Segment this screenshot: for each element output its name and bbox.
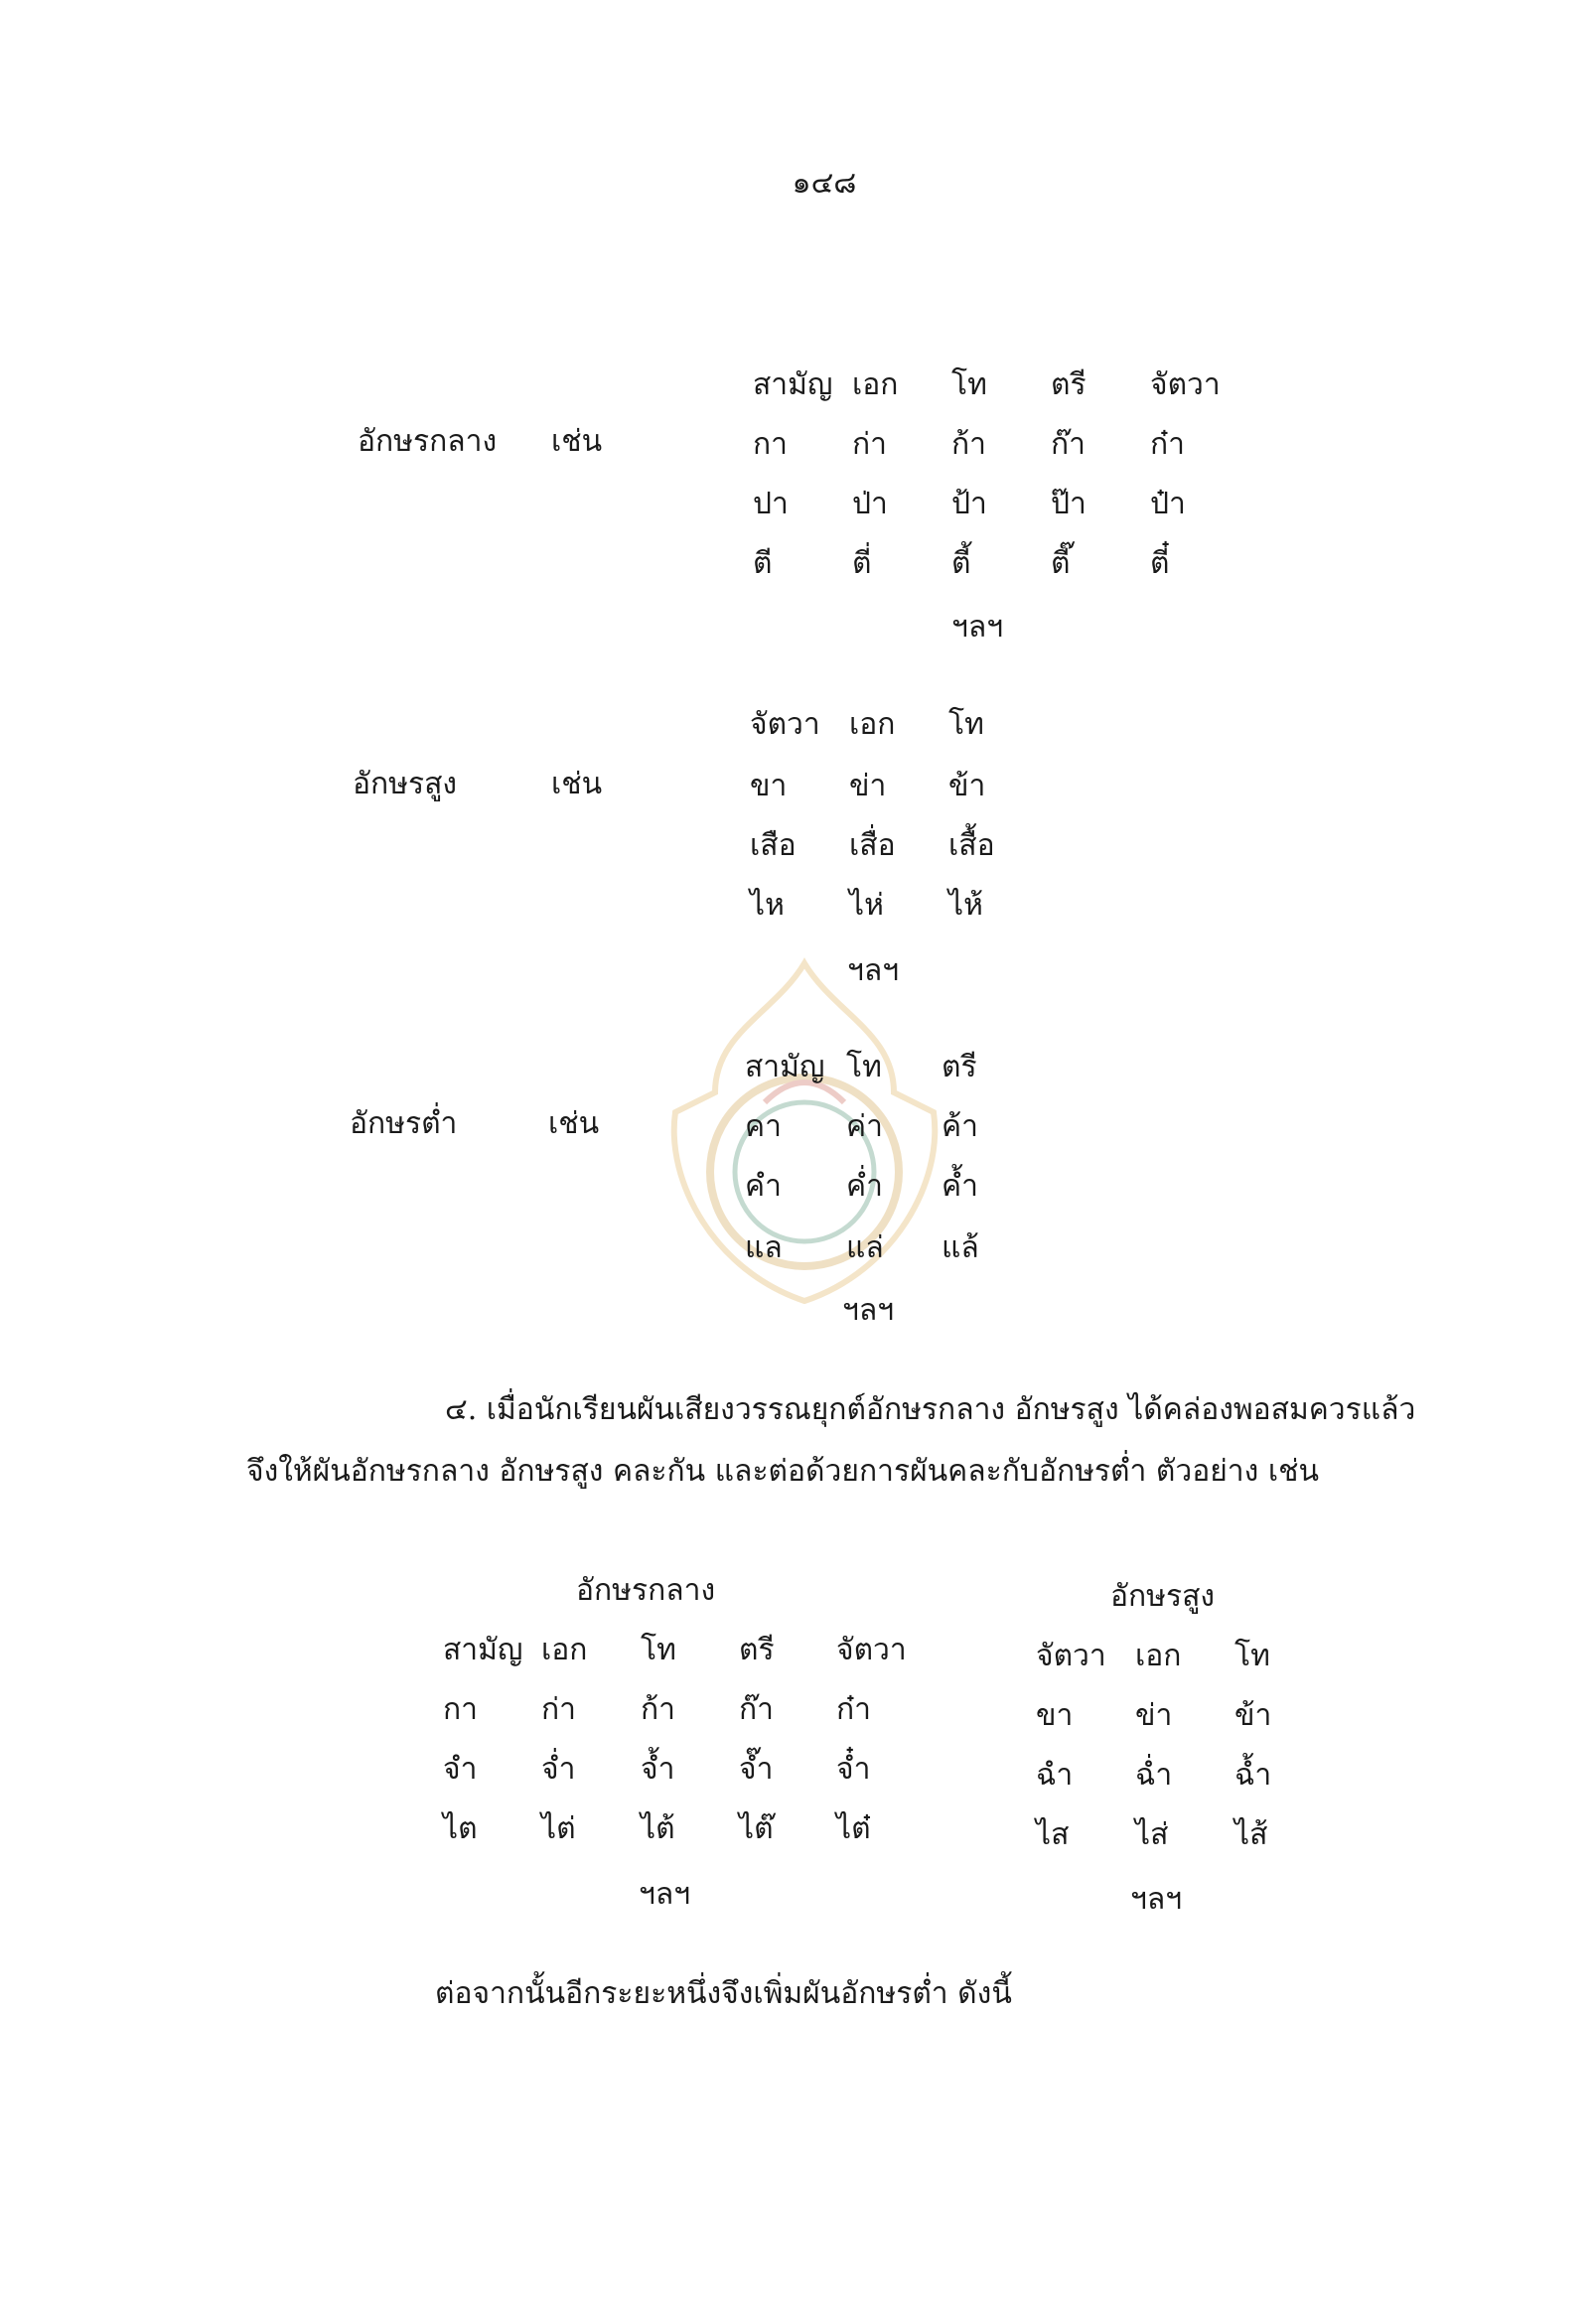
group-low-cell: คา <box>745 1109 782 1144</box>
group-mid-header: สามัญ <box>753 367 833 402</box>
group-low-cell: ค่ำ <box>846 1169 883 1204</box>
mixed-high-cell: ฉ่ำ <box>1135 1758 1173 1793</box>
mixed-high-cell: ไส <box>1036 1817 1070 1852</box>
mixed-mid-cell: ไต <box>443 1811 478 1846</box>
group-mid-cell: ตี้ <box>951 546 971 581</box>
group-mid-header: โท <box>951 367 987 402</box>
mixed-high-cell: ขา <box>1036 1698 1074 1733</box>
group-mid-example-word: เช่น <box>551 424 603 459</box>
group-low-cell: คำ <box>745 1169 782 1204</box>
group-low-header: ตรี <box>942 1050 977 1084</box>
mixed-mid-header: สามัญ <box>443 1633 523 1667</box>
group-mid-header: ตรี <box>1051 367 1087 402</box>
group-high-header: โท <box>948 707 984 742</box>
group-low-cell: ค่า <box>846 1109 883 1144</box>
group-high-cell: ข่า <box>849 769 887 803</box>
mixed-mid-label: อักษรกลาง <box>576 1573 716 1608</box>
group-low-label: อักษรต่ำ <box>350 1106 458 1141</box>
group-mid-cell: ป๊า <box>1051 487 1087 521</box>
mixed-mid-cell: ก้า <box>641 1692 676 1727</box>
group-high-header: จัตวา <box>750 707 820 742</box>
group-mid-cell: ก๊า <box>1051 427 1087 462</box>
group-mid-cell: ป๋า <box>1150 487 1186 521</box>
mixed-mid-cell: จ๋ำ <box>836 1752 871 1787</box>
mixed-high-cell: ฉำ <box>1036 1758 1074 1793</box>
page-number: ๑๔๘ <box>792 166 857 201</box>
group-low-cell: แล่ <box>846 1230 884 1265</box>
group-low-etc: ฯลฯ <box>842 1293 895 1328</box>
mixed-mid-header: เอก <box>541 1633 588 1667</box>
mixed-high-cell: ข่า <box>1135 1698 1173 1733</box>
mixed-high-header: โท <box>1234 1639 1270 1673</box>
closing-line: ต่อจากนั้นอีกระยะหนึ่งจึงเพิ่มผันอักษรต่ำ ดังนี้ <box>435 1976 1012 2011</box>
mixed-mid-cell: กา <box>443 1692 479 1727</box>
group-low-cell: ค้ำ <box>942 1169 978 1204</box>
group-high-cell: เสื่อ <box>849 828 896 863</box>
mixed-mid-cell: ไต่ <box>541 1811 576 1846</box>
mixed-mid-cell: ก่า <box>541 1692 577 1727</box>
mixed-mid-cell: ไต๊ <box>739 1811 774 1846</box>
group-mid-cell: ก๋า <box>1150 427 1186 462</box>
paragraph-line-1: ๔. เมื่อนักเรียนผันเสียงวรรณยุกต์อักษรกลาง อักษรสูง ได้คล่องพอสมควรแล้ว <box>445 1392 1416 1427</box>
group-mid-cell: ตี๊ <box>1051 546 1071 581</box>
mixed-high-cell: ข้า <box>1234 1698 1272 1733</box>
group-mid-cell: ป่า <box>852 487 888 521</box>
paragraph-line-2: จึงให้ผันอักษรกลาง อักษรสูง คละกัน และต่อด้วยการผันคละกับอักษรต่ำ ตัวอย่าง เช่น <box>246 1454 1319 1489</box>
mixed-high-header: เอก <box>1135 1639 1182 1673</box>
mixed-mid-cell: ไต้ <box>641 1811 675 1846</box>
mixed-high-cell: ฉ้ำ <box>1234 1758 1272 1793</box>
group-high-cell: เสือ <box>750 828 797 863</box>
mixed-mid-cell: ไต๋ <box>836 1811 871 1846</box>
group-mid-cell: ตี <box>753 546 773 581</box>
watermark-seal-icon <box>655 953 953 1311</box>
group-high-label: อักษรสูง <box>353 767 458 801</box>
group-mid-cell: ป้า <box>951 487 987 521</box>
group-high-cell: ข้า <box>948 769 986 803</box>
group-mid-cell: ก้า <box>951 427 987 462</box>
mixed-mid-cell: ก๋า <box>836 1692 872 1727</box>
group-mid-cell: กา <box>753 427 789 462</box>
group-high-cell: ขา <box>750 769 788 803</box>
group-mid-cell: ก่า <box>852 427 888 462</box>
mixed-high-header: จัตวา <box>1036 1639 1106 1673</box>
group-high-cell: ไห้ <box>948 888 983 923</box>
mixed-mid-header: จัตวา <box>836 1633 907 1667</box>
group-high-example-word: เช่น <box>551 767 603 801</box>
group-mid-cell: ตี่ <box>852 546 872 581</box>
group-high-etc: ฯลฯ <box>847 953 900 988</box>
mixed-mid-cell: จำ <box>443 1752 478 1787</box>
group-mid-cell: ตี๋ <box>1150 546 1170 581</box>
group-high-header: เอก <box>849 707 896 742</box>
group-low-example-word: เช่น <box>548 1106 600 1141</box>
mixed-mid-cell: จ้ำ <box>641 1752 675 1787</box>
group-low-header: สามัญ <box>745 1050 825 1084</box>
group-low-header: โท <box>846 1050 882 1084</box>
group-low-cell: ค้า <box>942 1109 978 1144</box>
group-low-cell: แล <box>745 1230 783 1265</box>
group-mid-header: เอก <box>852 367 899 402</box>
group-low-cell: แล้ <box>942 1230 979 1265</box>
mixed-high-label: อักษรสูง <box>1110 1579 1216 1614</box>
mixed-mid-cell: จ๊ำ <box>739 1752 774 1787</box>
mixed-mid-header: โท <box>641 1633 676 1667</box>
group-mid-etc: ฯลฯ <box>951 610 1004 645</box>
group-high-cell: ไห่ <box>849 888 884 923</box>
group-mid-header: จัตวา <box>1150 367 1221 402</box>
mixed-mid-etc: ฯลฯ <box>639 1877 691 1912</box>
mixed-high-cell: ไส่ <box>1135 1817 1169 1852</box>
group-high-cell: ไห <box>750 888 785 923</box>
mixed-mid-cell: ก๊า <box>739 1692 775 1727</box>
mixed-high-cell: ไส้ <box>1234 1817 1268 1852</box>
mixed-mid-header: ตรี <box>739 1633 775 1667</box>
group-high-cell: เสื้อ <box>948 828 995 863</box>
group-mid-cell: ปา <box>753 487 789 521</box>
mixed-mid-cell: จ่ำ <box>541 1752 576 1787</box>
mixed-high-etc: ฯลฯ <box>1130 1882 1183 1917</box>
group-mid-label: อักษรกลาง <box>358 424 498 459</box>
